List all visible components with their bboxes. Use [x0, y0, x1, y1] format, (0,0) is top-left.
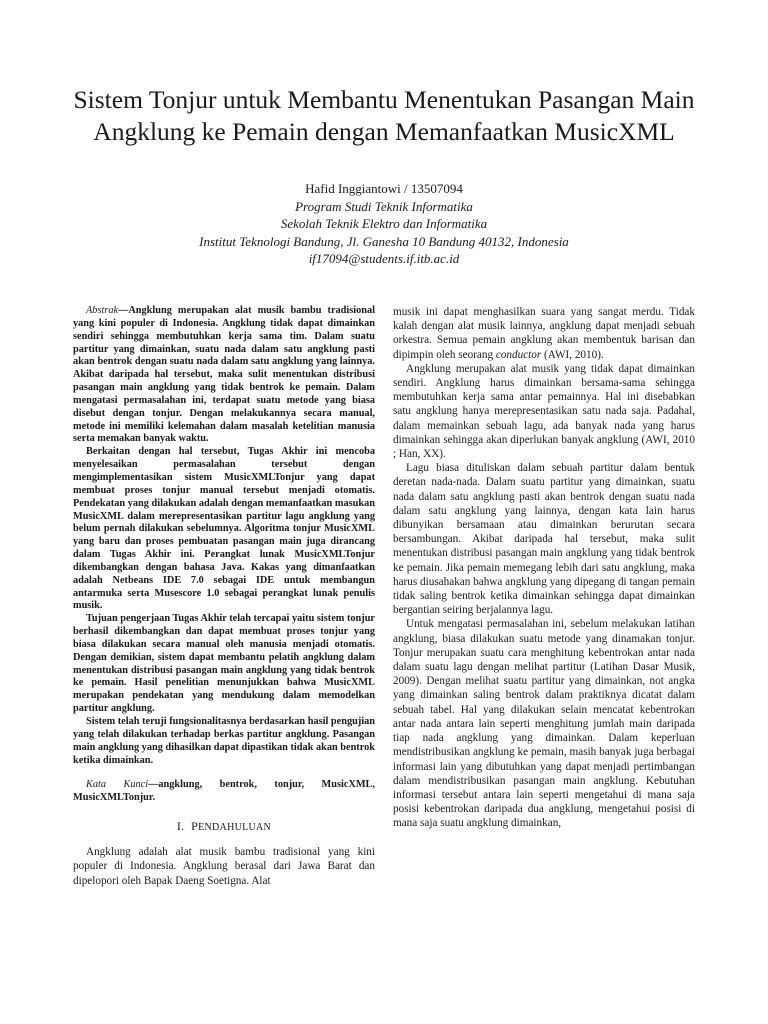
conductor-term: conductor: [495, 348, 542, 361]
body-paragraph: Untuk mengatasi permasalahan ini, sebelum melakukan latihan angklung, biasa dilakukan suatu metode yang dinamakan tonjur. Tonjur merupakan suatu cara menghitung kebentrokan antar nada dalam suatu lagu dengan melihat partitur (Latihan Dasar Musik, 2009). Dengan melihat suatu partitur yang dimainkan, not angka yang dimainkan saling bentrok dalam praktiknya dicatat dalam sebuah tabel. Hal yang dilakukan selain mencatat kebentrokan antar nada antara lain seperti menghitung jumlah main daripada tiap nada angklung yang dimainkan. Dalam keperluan mendistribusikan angklung ke pemain, masih banyak juga berbagai informasi lain yang dibutuhkan yang dapat menjadi pertimbangan dalam mendistribusikan pasangan main angklung. Kebutuhan informasi tersebut antara lain seperti mengetahui di mana saja posisi kebentrokan daripada dua angklung, mengetahui posisi di mana saja suatu angklung dimainkan,: [393, 618, 695, 830]
abstract-paragraph: Berkaitan dengan hal tersebut, Tugas Akhir ini mencoba menyelesaikan permasalahan tersebut dengan mengimplementasikan sistem MusicXMLTonjur yang dapat membuat proses tonjur manual tersebut menjadi otomatis. Pendekatan yang dilakukan adalah dengan memanfaatkan masukan MusicXML dalam merepresentasikan partitur lagu angklung yang belum pernah dilakukan sebelumnya. Algoritma tonjur MusicXML yang baru dan proses pembuatan pasangan main juga dirancang dalam Tugas Akhir ini. Perangkat lunak MusicXMLTonjur dikembangkan dengan bahasa Java. Kakas yang dimanfaatkan adalah Netbeans IDE 7.0 sebagai IDE untuk membangun antarmuka serta Musescore 1.0 sebagai perangkat lunak penulis musik.: [73, 446, 375, 612]
affiliation-program: Program Studi Teknik Informatika: [295, 198, 473, 214]
author-email: if17094@students.if.itb.ac.id: [308, 251, 460, 267]
keywords-label: Kata Kunci: [86, 779, 149, 791]
affiliation-institute: Institut Teknologi Bandung, Jl. Ganesha 10 Bandung 40132, Indonesia: [199, 233, 569, 249]
right-column: [393, 305, 695, 831]
abstract-text: —Angklung merupakan alat musik bambu tradisional yang kini populer di Indonesia. Angklung tidak dapat dimainkan sendiri sehingga membutuhkan kerja sama tim. Dalam suatu partitur yang dimainkan, suatu nada dalam satu angklung pasti akan bentrok dengan suatu nada dalam satu angklung yang lainnya. Akibat daripada hal tersebut, maka sulit menentukan distribusi pasangan main angklung yang tidak bentrok ke pemain. Dalam mengatasi permasalahan ini, terdapat suatu metode yang biasa disebut dengan tonjur. Dengan melakukannya secara manual, metode ini memiliki kelemahan dalam masalah ketelitian manusia serta memakan banyak waktu.: [73, 305, 375, 445]
body-paragraph: Angklung adalah alat musik bambu tradisional yang kini populer di Indonesia. Angklung berasal dari Jawa Barat dan dipelopori oleh Bapak Daeng Soetigna. Alat: [73, 846, 375, 887]
body-paragraph: Angklung merupakan alat musik yang tidak dapat dimainkan sendiri. Angklung harus dimainkan bersama-sama sehingga membutuhkan kerja sama antar pemainnya. Hal ini disebabkan satu angklung hanya merepresentasikan satu nada saja. Padahal, dalam memainkan sebuah lagu, ada banyak nada yang harus dimainkan sehingga akan diperlukan banyak angklung (AWI, 2010 ; Han, XX).: [393, 362, 695, 461]
keywords: [73, 779, 375, 805]
section-title-rest: ENDAHULUAN: [198, 822, 272, 834]
body-text-segment: musik ini dapat menghasilkan suara yang sangat merdu. Tidak kalah dengan alat musik lainnya, angklung dapat menjadi sebuah orkestra. Semua pemain angklung akan membentuk barisan dan dipimpin oleh seorang: [393, 306, 695, 361]
abstract: [73, 305, 375, 805]
body-text-segment: (AWI, 2010).: [541, 348, 604, 361]
abstract-paragraph: [73, 305, 375, 446]
author-name: Hafid Inggiantowi / 13507094: [305, 181, 463, 196]
section-numeral: I.: [176, 819, 185, 834]
section-first-letter: P: [191, 819, 199, 834]
author-block: [60, 180, 708, 268]
left-column: [73, 305, 375, 888]
introduction-text: [73, 845, 375, 888]
abstract-paragraph: Tujuan pengerjaan Tugas Akhir telah tercapai yaitu sistem tonjur berhasil dikembangkan dan dapat membuat proses tonjur yang biasa dilakukan secara manual oleh manusia menjadi otomatis. Dengan demikian, sistem dapat membantu pelatih angklung dalam menentukan distribusi pasangan main angklung yang tidak bentrok ke pemain. Hasil penelitian menunjukkan bahwa MusicXML merupakan pendekatan yang mendukung dalam memodelkan partitur angklung.: [73, 613, 375, 715]
affiliation-school: Sekolah Teknik Elektro dan Informatika: [280, 216, 488, 232]
abstract-paragraph: Sistem telah teruji fungsionalitasnya berdasarkan hasil pengujian yang telah dilakukan terhadap berkas partitur angklung. Pasangan main angklung yang dihasilkan dapat dipastikan tidak akan bentrok ketika dimainkan.: [73, 716, 375, 766]
body-paragraph: [393, 305, 695, 362]
abstract-label: Abstrak: [86, 305, 119, 316]
keywords-text: —angklung, bentrok, tonjur, MusicXML, MusicXMLTonjur.: [73, 779, 375, 804]
paper-title: Sistem Tonjur untuk Membantu Menentukan Pasangan Main Angklung ke Pemain dengan Memanfaatkan MusicXML: [73, 85, 695, 146]
body-paragraph: Lagu biasa dituliskan dalam sebuah partitur dalam bentuk deretan nada-nada. Dalam suatu partitur yang dimainkan, suatu nada dalam satu angklung pasti akan bentrok dengan suatu nada dalam satu angklung yang lainnya, dengan kata lain harus dibunyikan bersamaan atau dimainkan berurutan secara bersambungan. Akibat daripada hal tersebut, maka sulit menentukan distribusi pasangan main angklung yang tidak bentrok ke pemain. Jika pemain memegang lebih dari satu angklung, maka harus diusahakan bahwa angklung yang dipegang di tangan pemain tidak saling bentrok ketika dimainkan sehingga dapat dimainkan bergantian seiring berjalannya lagu.: [393, 462, 695, 617]
section-heading-introduction: [73, 819, 375, 835]
